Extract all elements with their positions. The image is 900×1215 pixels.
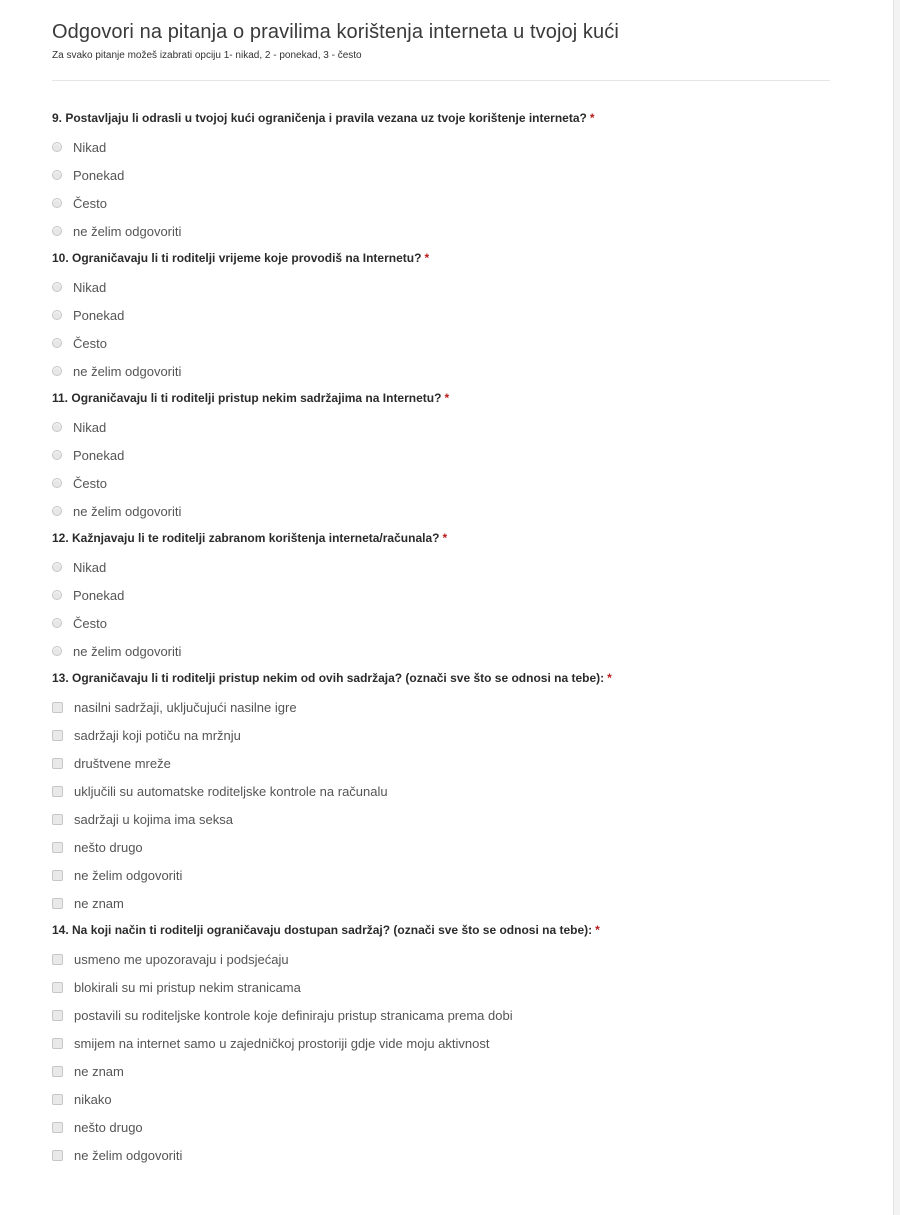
option-label[interactable]: Nikad [73, 559, 107, 575]
radio-button[interactable] [52, 590, 62, 600]
checkbox-option[interactable] [52, 945, 832, 973]
radio-option[interactable] [52, 161, 832, 189]
option-label[interactable]: ne želim odgovoriti [73, 503, 182, 519]
checkbox-option[interactable] [52, 777, 832, 805]
checkbox[interactable] [52, 814, 63, 825]
question-list [52, 109, 832, 1169]
question-block [52, 921, 832, 1169]
checkbox-option[interactable] [52, 833, 832, 861]
radio-group [52, 273, 832, 385]
question-text [52, 109, 832, 127]
option-label[interactable]: nasilni sadržaji, uključujući nasilne igre [74, 699, 297, 715]
option-label[interactable]: usmeno me upozoravaju i podsjećaju [74, 951, 289, 967]
radio-button[interactable] [52, 506, 62, 516]
radio-button[interactable] [52, 282, 62, 292]
option-label[interactable]: ne želim odgovoriti [74, 867, 183, 883]
radio-option[interactable] [52, 273, 832, 301]
checkbox-option[interactable] [52, 973, 832, 1001]
checkbox-option[interactable] [52, 1057, 832, 1085]
radio-button[interactable] [52, 338, 62, 348]
radio-option[interactable] [52, 637, 832, 665]
option-label[interactable]: blokirali su mi pristup nekim stranicama [74, 979, 301, 995]
radio-option[interactable] [52, 581, 832, 609]
question-label: 12. Kažnjavaju li te roditelji zabranom korištenja interneta/računala? [52, 531, 440, 545]
option-label[interactable]: sadržaji u kojima ima seksa [74, 811, 233, 827]
option-label[interactable]: sadržaji koji potiču na mržnju [74, 727, 241, 743]
question-label: 11. Ograničavaju li ti roditelji pristup nekim sadržajima na Internetu? [52, 391, 442, 405]
option-label[interactable]: Ponekad [73, 307, 125, 323]
question-text [52, 529, 832, 547]
question-label: 14. Na koji način ti roditelji ograničavaju dostupan sadržaj? (označi sve što se odnosi na tebe): [52, 923, 593, 937]
checkbox-group [52, 693, 832, 917]
radio-option[interactable] [52, 553, 832, 581]
option-label[interactable]: Nikad [73, 419, 107, 435]
radio-group [52, 413, 832, 525]
radio-option[interactable] [52, 469, 832, 497]
required-marker: * [442, 531, 448, 545]
question-block [52, 669, 832, 917]
checkbox[interactable] [52, 1094, 63, 1105]
question-block [52, 529, 832, 665]
question-block [52, 389, 832, 525]
page-title: Odgovori na pitanja o pravilima korištenja interneta u tvojoj kući [52, 21, 619, 43]
checkbox-option[interactable] [52, 1085, 832, 1113]
radio-group [52, 133, 832, 245]
option-label[interactable]: ne želim odgovoriti [73, 363, 182, 379]
checkbox[interactable] [52, 1150, 63, 1161]
question-label: 13. Ograničavaju li ti roditelji pristup nekim od ovih sadržaja? (označi sve što se odnosi na tebe): [52, 671, 605, 685]
checkbox-option[interactable] [52, 805, 832, 833]
option-label[interactable]: ne želim odgovoriti [73, 223, 182, 239]
radio-button[interactable] [52, 618, 62, 628]
checkbox[interactable] [52, 1038, 63, 1049]
checkbox[interactable] [52, 954, 63, 965]
checkbox-option[interactable] [52, 749, 832, 777]
checkbox-group [52, 945, 832, 1169]
checkbox-option[interactable] [52, 861, 832, 889]
option-label[interactable]: nešto drugo [74, 839, 143, 855]
radio-option[interactable] [52, 609, 832, 637]
checkbox-option[interactable] [52, 1141, 832, 1169]
radio-option[interactable] [52, 189, 832, 217]
checkbox-option[interactable] [52, 693, 832, 721]
radio-button[interactable] [52, 478, 62, 488]
radio-option[interactable] [52, 497, 832, 525]
radio-option[interactable] [52, 301, 832, 329]
radio-button[interactable] [52, 226, 62, 236]
survey-form [52, 0, 832, 1173]
page-subtitle: Za svako pitanje možeš izabrati opciju 1- nikad, 2 - ponekad, 3 - često [52, 50, 362, 61]
radio-option[interactable] [52, 217, 832, 245]
option-label[interactable]: Nikad [73, 139, 107, 155]
checkbox[interactable] [52, 1122, 63, 1133]
radio-button[interactable] [52, 142, 62, 152]
question-text [52, 249, 832, 267]
question-label: 9. Postavljaju li odrasli u tvojoj kući ograničenja i pravila vezana uz tvoje korištenje interneta? [52, 111, 587, 125]
required-marker: * [424, 251, 430, 265]
option-label[interactable]: postavili su roditeljske kontrole koje definiraju pristup stranicama prema dobi [74, 1007, 513, 1023]
checkbox[interactable] [52, 1066, 63, 1077]
option-label[interactable]: društvene mreže [74, 755, 171, 771]
option-label[interactable]: Često [73, 335, 107, 351]
checkbox[interactable] [52, 898, 63, 909]
checkbox-option[interactable] [52, 1001, 832, 1029]
radio-option[interactable] [52, 441, 832, 469]
radio-button[interactable] [52, 422, 62, 432]
option-label[interactable]: uključili su automatske roditeljske kontrole na računalu [74, 783, 388, 799]
question-block [52, 249, 832, 385]
checkbox[interactable] [52, 702, 63, 713]
radio-button[interactable] [52, 562, 62, 572]
scrollbar[interactable] [893, 0, 900, 1215]
option-label[interactable]: nikako [74, 1091, 112, 1107]
radio-option[interactable] [52, 357, 832, 385]
option-label[interactable]: nešto drugo [74, 1119, 143, 1135]
required-marker: * [589, 111, 595, 125]
option-label[interactable]: Često [73, 615, 107, 631]
option-label[interactable]: ne znam [74, 895, 124, 911]
checkbox[interactable] [52, 982, 63, 993]
radio-button[interactable] [52, 198, 62, 208]
checkbox-option[interactable] [52, 889, 832, 917]
option-label[interactable]: Često [73, 475, 107, 491]
option-label[interactable]: Ponekad [73, 167, 125, 183]
checkbox[interactable] [52, 758, 63, 769]
option-label[interactable]: smijem na internet samo u zajedničkoj prostoriji gdje vide moju aktivnost [74, 1035, 490, 1051]
required-marker: * [607, 671, 612, 685]
option-label[interactable]: Ponekad [73, 447, 125, 463]
option-label[interactable]: Često [73, 195, 107, 211]
checkbox-option[interactable] [52, 1113, 832, 1141]
radio-option[interactable] [52, 329, 832, 357]
radio-option[interactable] [52, 413, 832, 441]
checkbox-option[interactable] [52, 1029, 832, 1057]
checkbox[interactable] [52, 1010, 63, 1021]
header-divider [52, 80, 830, 81]
question-text [52, 921, 832, 939]
option-label[interactable]: ne znam [74, 1063, 124, 1079]
option-label[interactable]: Ponekad [73, 587, 125, 603]
radio-group [52, 553, 832, 665]
checkbox[interactable] [52, 842, 63, 853]
question-label: 10. Ograničavaju li ti roditelji vrijeme koje provodiš na Internetu? [52, 251, 422, 265]
question-text [52, 669, 832, 687]
option-label[interactable]: ne želim odgovoriti [74, 1147, 183, 1163]
required-marker: * [595, 923, 600, 937]
checkbox[interactable] [52, 786, 63, 797]
radio-button[interactable] [52, 646, 62, 656]
radio-button[interactable] [52, 170, 62, 180]
radio-button[interactable] [52, 310, 62, 320]
radio-option[interactable] [52, 133, 832, 161]
option-label[interactable]: ne želim odgovoriti [73, 643, 182, 659]
radio-button[interactable] [52, 450, 62, 460]
checkbox[interactable] [52, 730, 63, 741]
question-text [52, 389, 832, 407]
checkbox[interactable] [52, 870, 63, 881]
checkbox-option[interactable] [52, 721, 832, 749]
question-block [52, 109, 832, 245]
required-marker: * [444, 391, 450, 405]
radio-button[interactable] [52, 366, 62, 376]
option-label[interactable]: Nikad [73, 279, 107, 295]
